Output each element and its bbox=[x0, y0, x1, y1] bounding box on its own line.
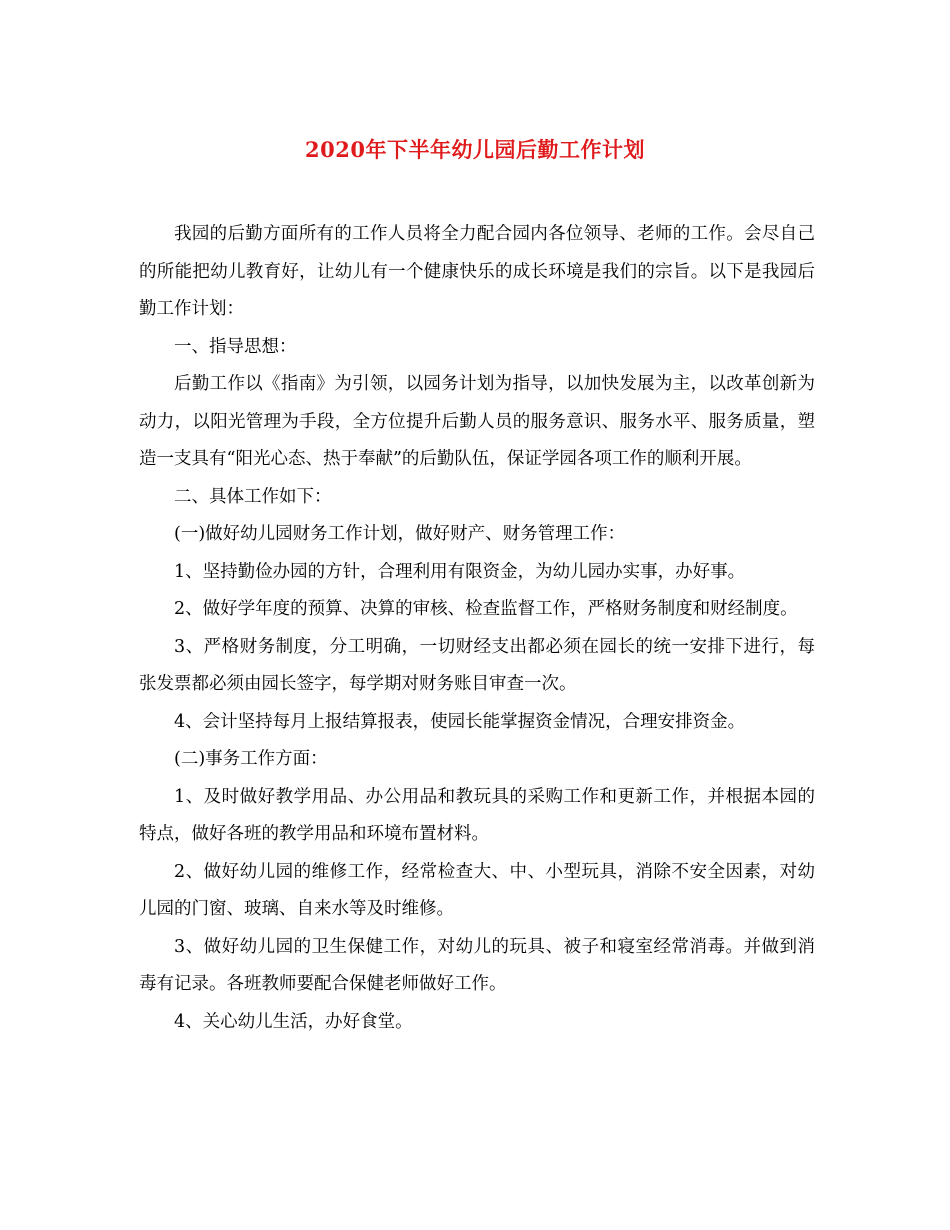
document-title: 2020年下半年幼儿园后勤工作计划 bbox=[305, 137, 645, 162]
heading-specific-work: 二、具体工作如下： bbox=[174, 486, 332, 507]
subheading-finance: (一)做好幼儿园财务工作计划，做好财产、财务管理工作： bbox=[174, 524, 626, 544]
finance-item-1: 1、坚持勤俭办园的方针，合理利用有限资金，为幼儿园办实事，办好事。 bbox=[174, 561, 746, 582]
affairs-item-1: 1、及时做好教学用品、办公用品和教玩具的采购工作和更新工作，并根据本园的特点，做好各班的教学用品和环境布置材料。 bbox=[139, 786, 815, 844]
finance-item-3: 3、严格财务制度，分工明确，一切财经支出都必须在园长的统一安排下进行，每张发票都必须由园长签字，每学期对财务账目审查一次。 bbox=[139, 636, 815, 694]
document-body bbox=[139, 216, 815, 1041]
affairs-item-4: 4、关心幼儿生活，办好食堂。 bbox=[174, 1011, 413, 1032]
affairs-item-2: 2、做好幼儿园的维修工作，经常检查大、中、小型玩具，消除不安全因素，对幼儿园的门窗、玻璃、自来水等及时维修。 bbox=[139, 861, 815, 919]
affairs-item-3: 3、做好幼儿园的卫生保健工作，对幼儿的玩具、被子和寝室经常消毒。并做到消毒有记录。各班教师要配合保健老师做好工作。 bbox=[139, 936, 815, 994]
subheading-affairs: (二)事务工作方面： bbox=[174, 749, 328, 769]
heading-guiding-ideology: 一、指导思想： bbox=[174, 336, 297, 357]
finance-item-2: 2、做好学年度的预算、决算的审核、检查监督工作，严格财务制度和财经制度。 bbox=[174, 599, 798, 619]
finance-item-4: 4、会计坚持每月上报结算报表，使园长能掌握资金情况，合理安排资金。 bbox=[174, 711, 746, 732]
paragraph-guiding-ideology: 后勤工作以《指南》为引领，以园务计划为指导，以加快发展为主，以改革创新为动力，以阳光管理为手段，全方位提升后勤人员的服务意识、服务水平、服务质量，塑造一支具有“阳光心态、热于奉献”的后勤队伍，保证学园各项工作的顺利开展。 bbox=[139, 374, 815, 469]
paragraph-intro: 我园的后勤方面所有的工作人员将全力配合园内各位领导、老师的工作。会尽自己的所能把幼儿教育好，让幼儿有一个健康快乐的成长环境是我们的宗旨。以下是我园后勤工作计划： bbox=[139, 224, 815, 319]
